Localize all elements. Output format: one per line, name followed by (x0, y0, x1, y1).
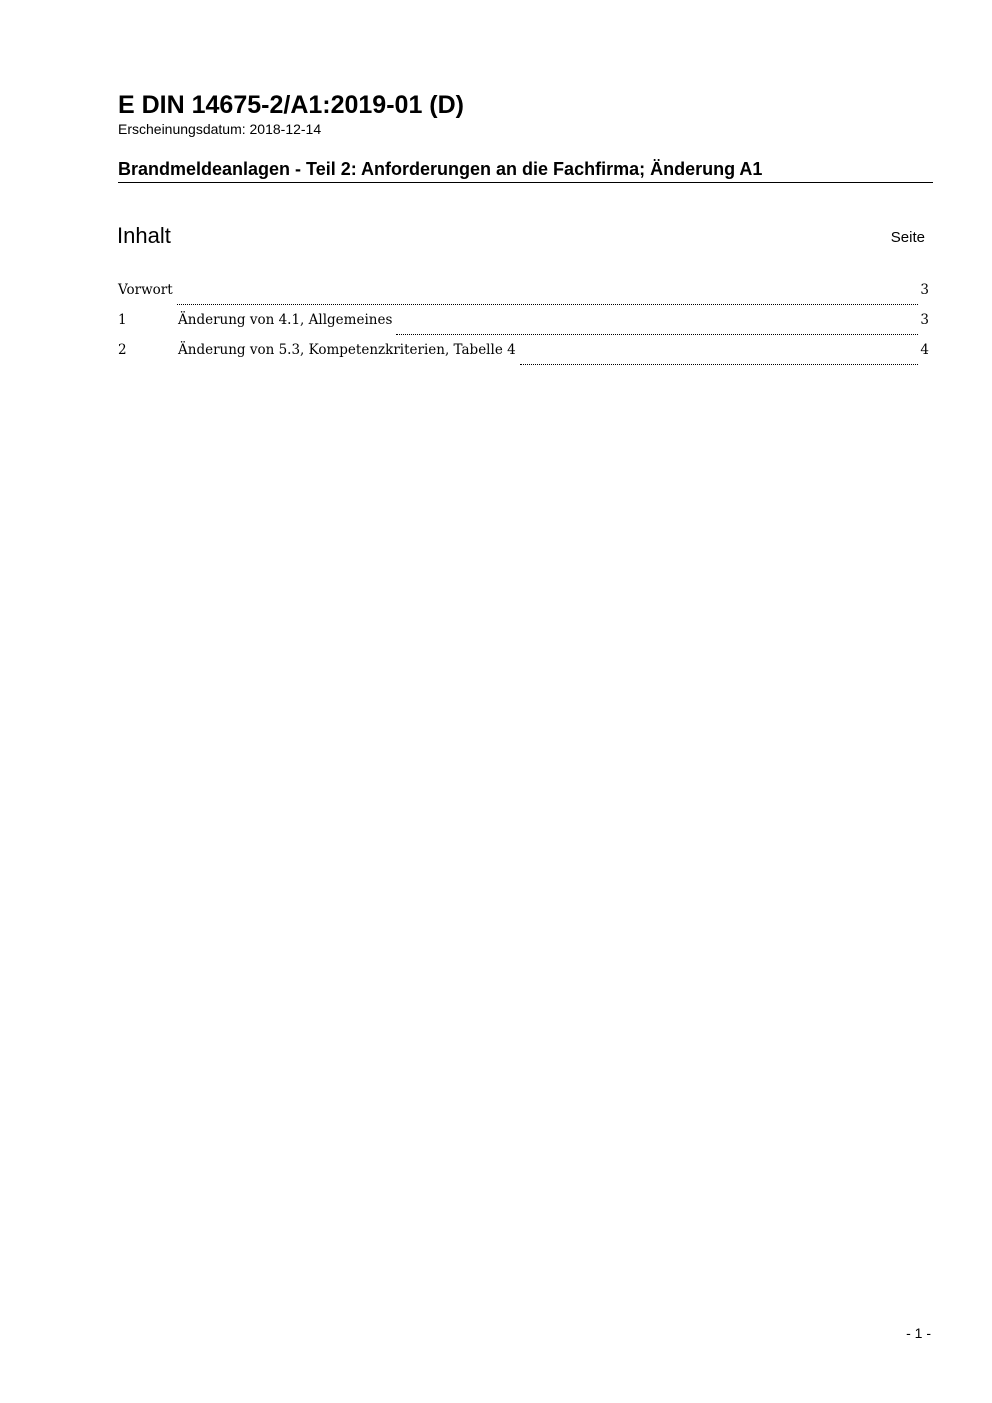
toc-entry-text: Änderung von 4.1, Allgemeines (178, 312, 393, 328)
toc-entry-vorwort[interactable] (118, 280, 929, 310)
toc-entry-number: 2 (118, 342, 127, 358)
toc-page-column-header: Seite (890, 229, 925, 246)
document-id: E DIN 14675-2/A1:2019-01 (D) (118, 91, 464, 119)
toc-dot-leader (520, 363, 919, 365)
toc-entry-text: Änderung von 5.3, Kompetenzkriterien, Tabelle 4 (178, 342, 516, 358)
toc-entry-number: 1 (118, 312, 127, 328)
toc-entry-section-1[interactable] (118, 310, 929, 340)
publication-date: Erscheinungsdatum: 2018-12-14 (118, 121, 322, 137)
toc-entry-text: Vorwort (118, 282, 173, 298)
page-number: - 1 - (906, 1325, 931, 1341)
toc-heading: Inhalt (117, 223, 171, 248)
toc-entry-page: 3 (920, 312, 929, 328)
toc-dot-leader (396, 333, 918, 335)
toc-dot-leader (177, 303, 919, 305)
toc-entry-section-2[interactable] (118, 340, 929, 370)
toc-entry-page: 3 (920, 282, 929, 298)
toc-entry-page: 4 (920, 342, 929, 358)
document-title: Brandmeldeanlagen - Teil 2: Anforderungen an die Fachfirma; Änderung A1 (118, 158, 933, 183)
table-of-contents (118, 280, 929, 370)
